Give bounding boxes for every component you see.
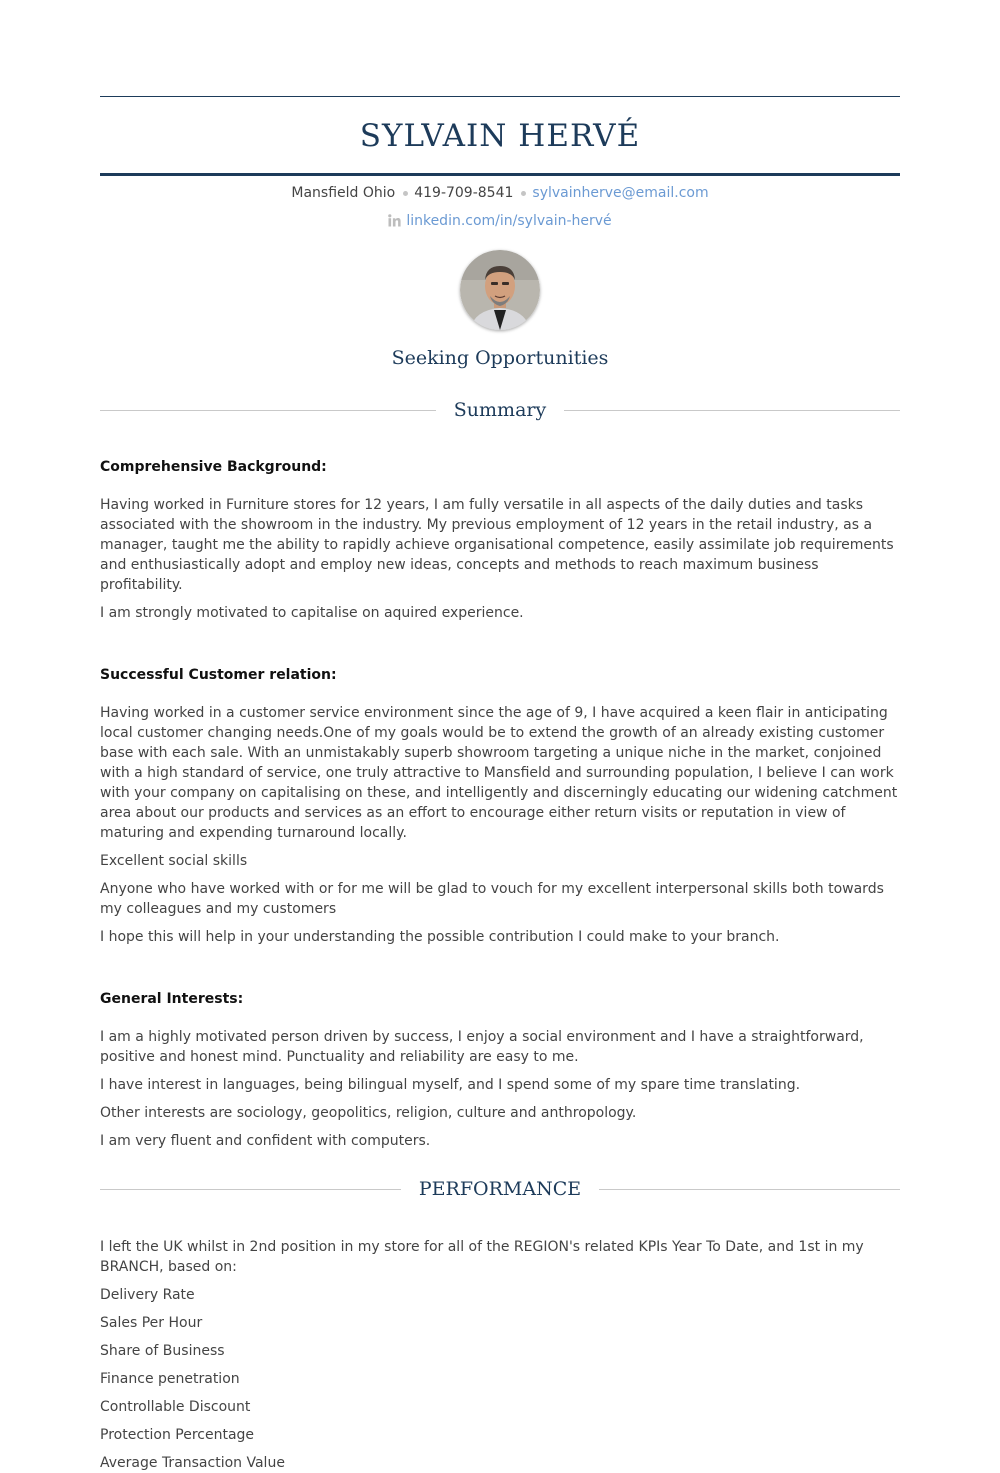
list-item: Share of Business [100,1343,225,1359]
paragraph: Excellent social skills [100,853,248,869]
paragraph: I am a highly motivated person driven by success, I enjoy a social environment and I have a straightforward, positive and honest mind. Punctuality and reliability are easy to me. [100,1029,864,1065]
headline: Seeking Opportunities [391,347,609,369]
performance-list [100,1237,900,1473]
paragraph: Having worked in Furniture stores for 12 years, I am fully versatile in all aspects of the daily duties and tasks associated with the showroom in the industry. My previous employment of 12 years in the retail industry, as a manager, taught me the ability to rapidly achieve organisational competence, easily assimilate job requirements and enthusiastically adopt and employ new ideas, concepts and methods to reach maximum business profitability. [100,497,894,593]
divider [100,410,436,411]
summary-group [100,457,900,623]
paragraph: Anyone who have worked with or for me will be glad to vouch for my excellent interpersonal skills both towards my colleagues and my customers [100,881,884,917]
avatar [460,250,540,330]
list-item: Delivery Rate [100,1287,195,1303]
group-heading: Successful Customer relation: [100,667,337,683]
paragraph: I am very fluent and confident with computers. [100,1133,431,1149]
top-rule [100,96,900,97]
summary-section-header [100,398,900,422]
location: Mansfield Ohio [291,185,396,201]
divider [564,410,900,411]
list-item: Finance penetration [100,1371,240,1387]
phone: 419-709-8541 [414,185,514,201]
paragraph: I am strongly motivated to capitalise on aquired experience. [100,605,524,621]
divider [100,1189,401,1190]
list-item: Controllable Discount [100,1399,251,1415]
group-heading: General Interests: [100,991,244,1007]
profile-photo [100,250,900,330]
email-link[interactable]: sylvainherve@email.com [532,185,709,201]
paragraph: I left the UK whilst in 2nd position in my store for all of the REGION's related KPIs Year To Date, and 1st in my BRANCH, based on: [100,1239,864,1275]
paragraph: Other interests are sociology, geopolitics, religion, culture and anthropology. [100,1105,637,1121]
list-item: Average Transaction Value [100,1455,285,1471]
linkedin-line [100,212,900,232]
paragraph: I have interest in languages, being bilingual myself, and I spend some of my spare time translating. [100,1077,801,1093]
list-item: Sales Per Hour [100,1315,203,1331]
separator-dot-icon [521,191,526,196]
summary-group [100,665,900,947]
resume-page [100,0,900,1473]
paragraph: I hope this will help in your understanding the possible contribution I could make to your branch. [100,929,780,945]
candidate-name: SYLVAIN HERVÉ [359,118,641,154]
linkedin-link[interactable]: linkedin.com/in/sylvain-hervé [406,213,612,229]
summary-group [100,989,900,1151]
separator-dot-icon [403,191,408,196]
linkedin-icon [388,214,401,232]
group-heading: Comprehensive Background: [100,459,327,475]
section-title: PERFORMANCE [418,1178,582,1200]
paragraph: Having worked in a customer service environment since the age of 9, I have acquired a keen flair in anticipating local customer changing needs.One of my goals would be to extend the growth of an already existing customer base with each sale. With an unmistakably superb showroom targeting a unique niche in the market, conjoined with a high standard of service, one truly attractive to Mansfield and surrounding population, I believe I can work with your company on capitalising on these, and intelligently and discerningly educating our widening catchment area about our products and services as an effort to encourage either return visits or reputation in view of maturing and expending turnaround locally. [100,705,898,841]
list-item: Protection Percentage [100,1427,255,1443]
performance-section-header [100,1177,900,1201]
section-title: Summary [453,399,547,421]
divider [599,1189,900,1190]
contact-line [100,184,900,202]
name-rule [100,173,900,176]
